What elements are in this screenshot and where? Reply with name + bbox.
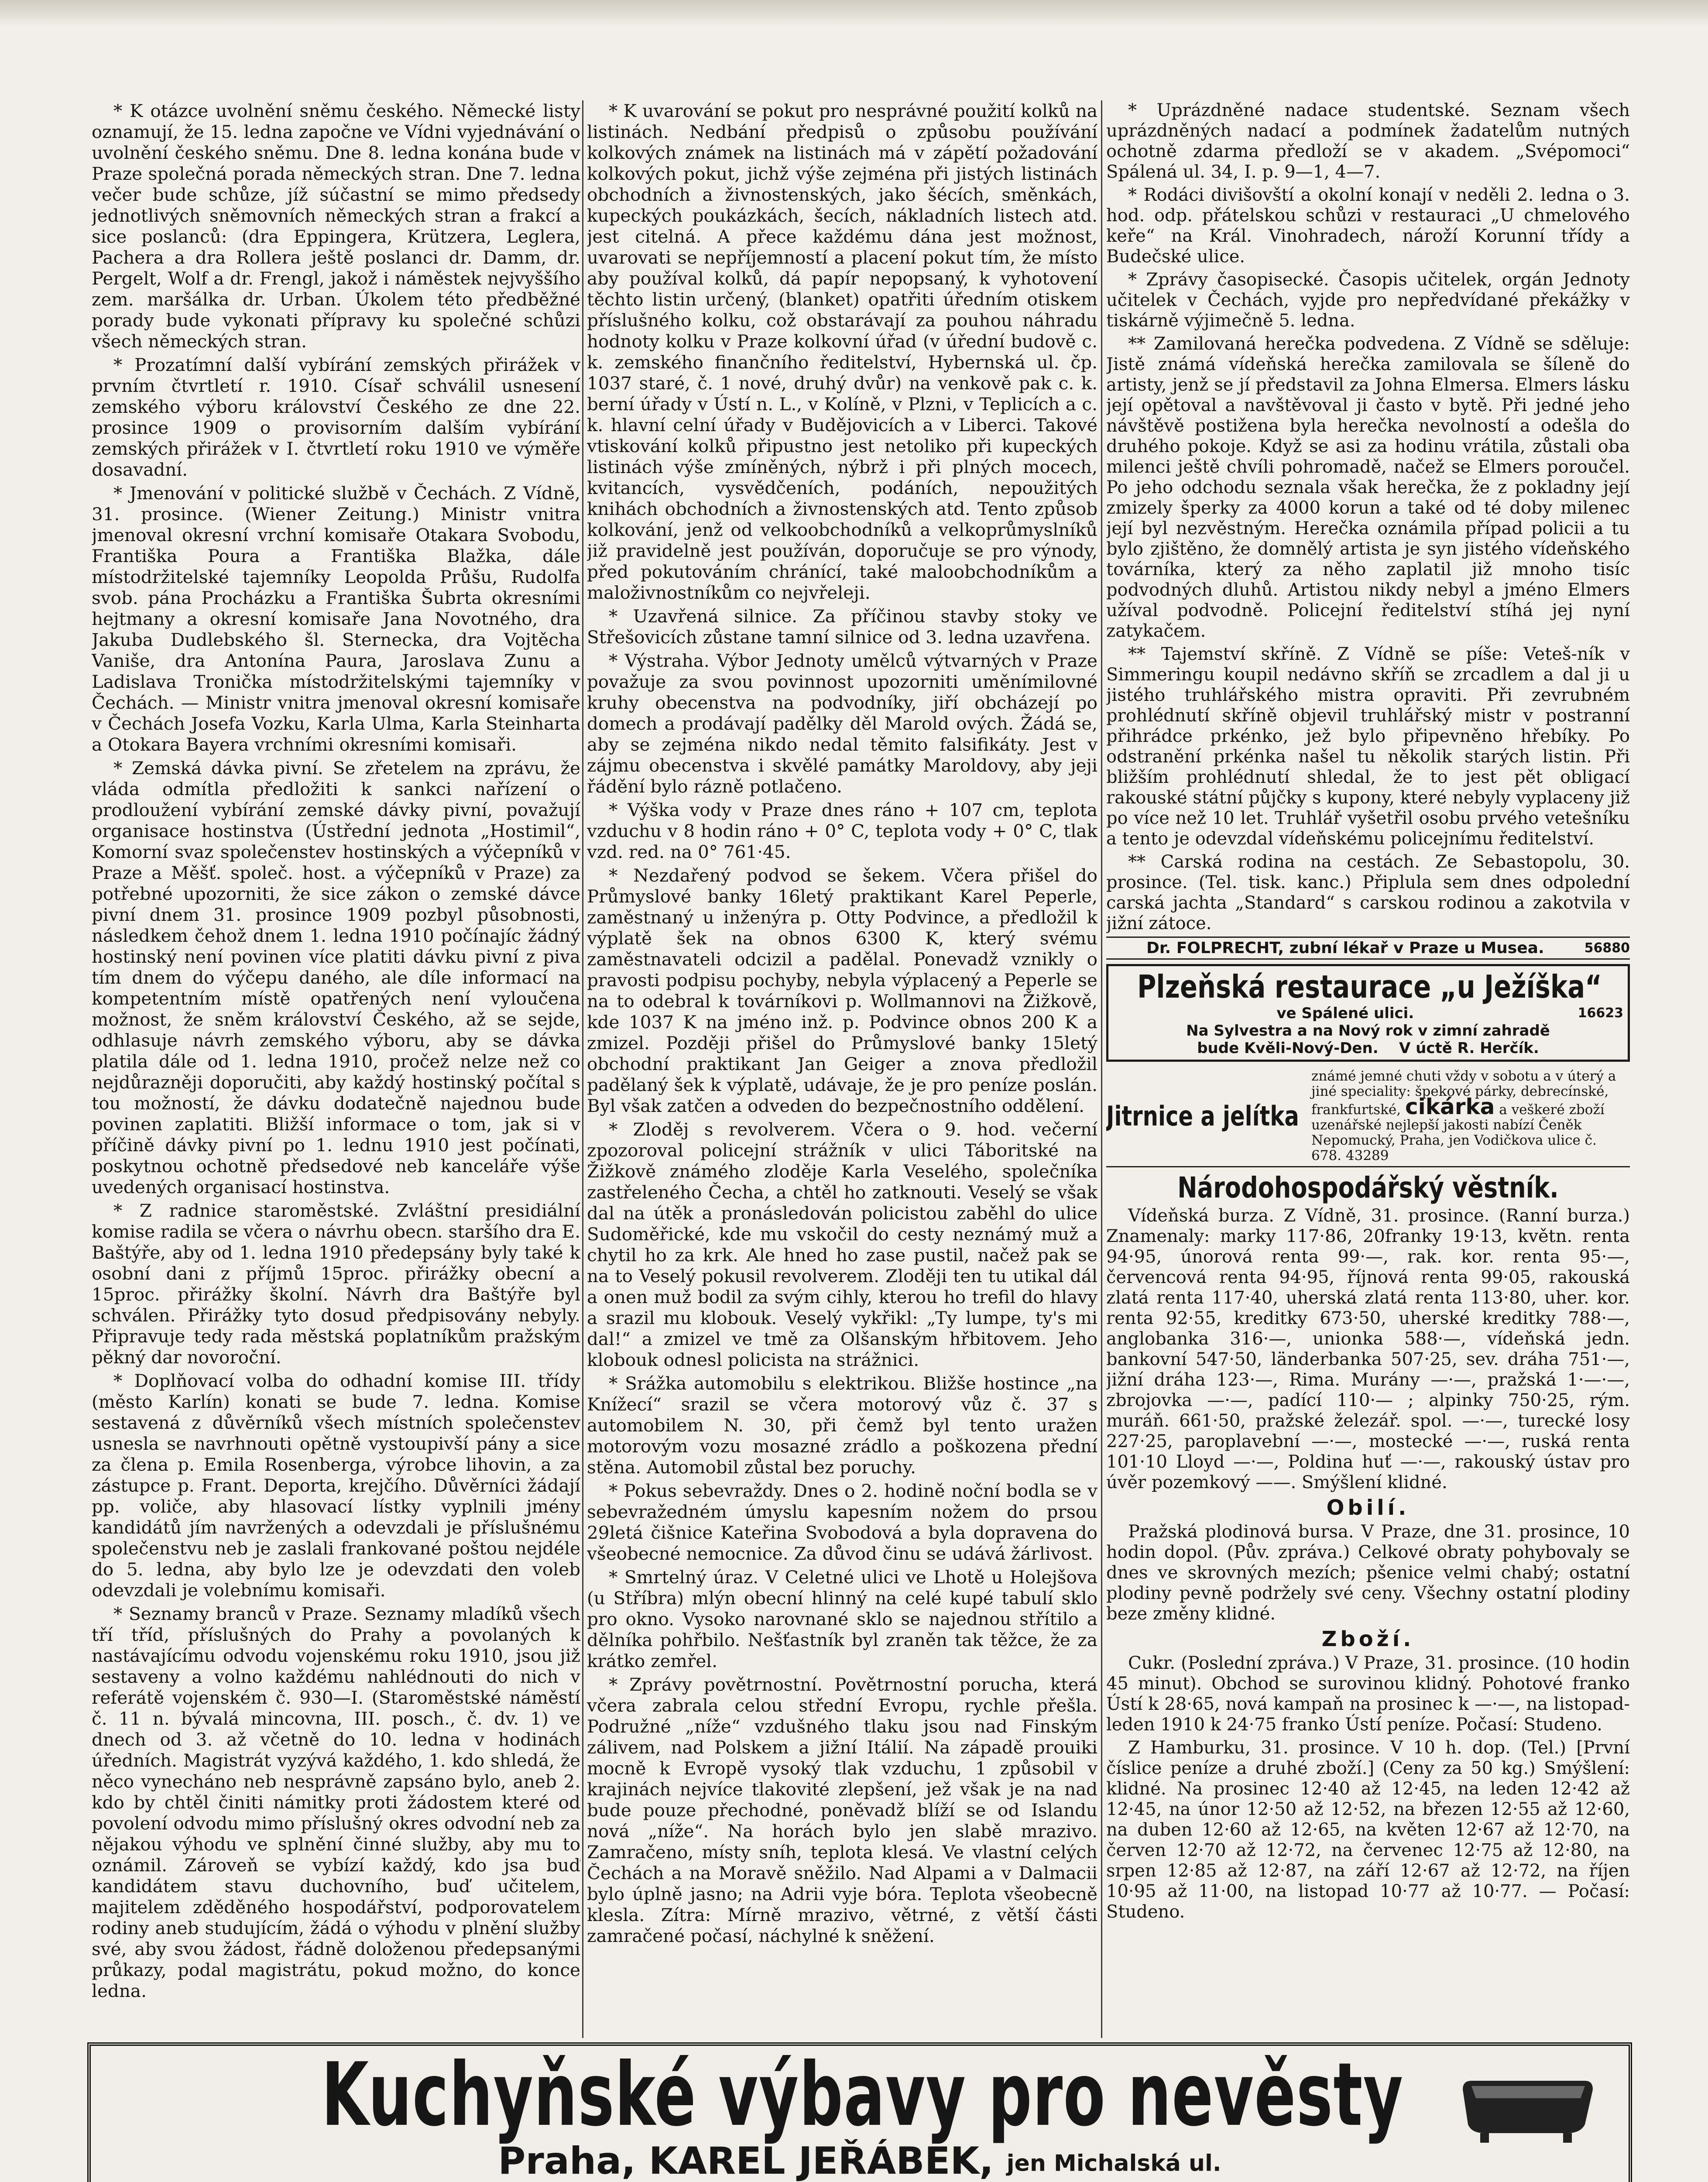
article-odhadni-komise: * Doplňovací volba do odhadní komise III. třídy (město Karlín) konati se bude 7. ledna. Komise sestavená z důvěrníků všech místních společenstev usnesla se navrhnouti opětně vystoupivší pány a sice za člena p. Emila Rosenberga, výrobce lihovin, a za zástupce p. Frant. Deporta, krejčího. Důvěrníci žádají pp. voliče, aby hlasovací lístky vyplnili jmény kandidátů jím navržených a odevzdali je příslušnému společenstvu neb je zaslali frankované poštou nejdéle do 5. ledna, aby bylo lze je odevzdati den voleb odevzdali je volebnímu komisaři.	[92, 1370, 580, 1601]
column-2	[587, 100, 1098, 2038]
advert-jitrnice-number: 43289	[1345, 1148, 1389, 1163]
advert-pilsen-signature: V úctě R. Herčík.	[1399, 1040, 1539, 1057]
advert-jitrnice-title: Jitrnice a jelítka	[1106, 1100, 1299, 1132]
article-casopis: * Zprávy časopisecké. Časopis učitelek, orgán Jednoty učitelek v Čechách, vyjde pro nepředvídané překážky v tiskárně výjimečně 5. ledna.	[1106, 270, 1630, 331]
advert-jitrnice-brand: cikárka	[1405, 1094, 1495, 1119]
article-vystraha: * Výstraha. Výbor Jednoty umělců výtvarných v Praze považuje za svou povinnost upozorniti uměnímilovné kruhy obecenstva na podvodníky, jiří obcházejí po domech a prodávají padělky děl Marold ových. Žádá se, aby se zejména nikdo nedal těmito falsifikáty. Jest v zájmu obecenstva i skvělé památky Maroldovy, aby jeji řádění bylo rázně potlačeno.	[587, 650, 1098, 797]
article-zlodej: * Zloděj s revolverem. Včera o 9. hod. večerní zpozoroval policejní strážník v ulici Táboritské na Žižkově známého zloděje Karla Veselého, společníka zastřeleného Čecha, a chtěl ho zatknouti. Veselý se však dal na útěk a pronásledován policistou zaběhl do ulice Sudoměřické, kde mu vskočil do cesty neznámý muž a chytil ho za krk. Ale hned ho zase pustil, načež pak se na to Veselý pokusil revolverem. Zloději ten tu utikal dál a onen muž bodil za svým cihly, kterou ho trefil do hlavy a srazil mu klobouk. Veselý vykřikl: „Ty lumpe, ty's mi dal!“ a zmizel ve tmě za Olšanským hřbitovem. Jeho klobouk odnesl policista na strážnici.	[587, 1119, 1098, 1370]
column-3	[1106, 100, 1630, 2038]
article-carska-rodina: ** Carská rodina na cestách. Ze Sebastopolu, 30. prosince. (Tel. tisk. kanc.) Připlula sem dnes odpolední carská jachta „Standard“ s carskou rodinou a zakotvila v jižní zátoce.	[1106, 852, 1630, 933]
article-silnice: * Uzavřená silnice. Za příčinou stavby stoky ve Střešovicích zůstane tamní silnice od 3. ledna uzavřena.	[587, 606, 1098, 648]
article-podvod-sek: * Nezdařený podvod se šekem. Včera přišel do Průmyslové banky 16letý praktikant Karel Peperle, zaměstnaný u inženýra p. Otty Podvince, a předložil k výplatě šek na obnos 6300 K, který svému zaměstnavateli odcizil a padělal. Ponevadž vznikly o pravosti podpisu pochyby, nebyla výplacený a Peperle se na to odebral k továrníkovi p. Wollmannovi na Žižkově, kde 1037 K na jméno inž. p. Podvince obnos 200 K a zmizel. Později přišel do Průmyslové banky 15letý obchodní praktikant Jan Geiger a znova předložil padělaný šek k výplatě, udávaje, že je pro peníze poslán. Byl však zatčen a odveden do bezpečnostního oddělení.	[587, 865, 1098, 1116]
article-pocasi: * Zprávy povětrnostní. Povětrnostní porucha, která včera zabrala celou střední Evropu, rychle přešla. Podružné „níže“ vzdušného tlaku jsou nad Finským zálivem, nad Polskem a jižní Itálií. Na západě prouiki mocně k Evropě vysoký tlak vzduchu, 1 způsobil v krajinách nejvíce tlakovité zlepšení, jež však je na nad bude pouze přechodné, poněvadž blíží se od Islandu nová „níže“. Na horách bylo jen slabě mrazivo. Zamračeno, místy sníh, teplota klesá. Ve vlastní celých Čechách a na Moravě sněžilo. Nad Alpami a v Dalmacii bylo úplně jasno; na Adrii vyje bóra. Teplota všeobecně klesla. Zítra: Mírně mrazivo, větrné, z větší části zamračené počasí, náchylné k sněžení.	[587, 1674, 1098, 1946]
dentist-notice	[1106, 937, 1630, 960]
article-kolky: * K uvarování se pokut pro nesprávné použití kolků na listinách. Nedbání předpisů o způsobu používání kolkových známek na listinách má v zápětí požadování kolkových pokut, jichž výše zejména při jistých listinách obchodních a živnostenských, jako šécích, směnkách, kupeckých poukázkách, šecích, nákladních listech atd. jest citelná. A přece každému dána jest možnost, uvarovati se nepříjemností a placení pokut tím, že místo aby používal kolků, dá papír nepopsaný, k vyhotovení těchto listin určený, (blanket) opatřiti úředním otiskem příslušného kolku, což obstarávají za pouhou náhradu hodnoty kolku v Praze kolkovní úřad (v úřední budově c. k. zemského finančního ředitelství, Hybernská ul. čp. 1037 staré, č. 1 nové, druhý dvůr) na venkově pak c. k. berní úřady v Ústí n. L., v Kolíně, v Plzni, v Teplicích a c. k. hlavní celní úřady v Budějovicích a v Liberci. Takové vtiskování kolků připustno jest netoliko při kupeckých listinách výše zmíněných, nýbrž i při plných mocech, kvitancích, vysvědčeních, podáních, nepoužitých knihách obchodních a živnostenských atd. Tento způsob kolkování, jenž od velkoobchodníků a velkoprůmyslníků již pravidelně jest používán, doporučuje se pro výnody, před pokutováním chránící, také maloobchodníkům a maloživnostníkům co nejvřeleji.	[587, 100, 1098, 603]
advert-jitrnice	[1106, 1069, 1630, 1167]
article-rodaci: * Rodáci divišovští a okolní konají v neděli 2. ledna o 3. hod. odp. přátelskou schůzi v restauraci „U chmelového keře“ na Král. Vinohradech, nároží Korunní třídy a Budečské ulice.	[1106, 185, 1630, 267]
advert-kitchen-outfits	[87, 2042, 1632, 2182]
article-davka-pivni: * Zemská dávka pivní. Se zřetelem na zprávu, že vláda odmítla předložiti k sankci nařízení o prodloužení vybírání zemské dávky pivní, považují organisace hostinstva (Ústřední jednota „Hostimil“, Komorní svaz společenstev hostinských a výčepníků v Praze a Měšť. společ. host. a výčepníků v Praze) za potřebné upozorniti, že sice zákon o zemské dávce pivní dnem 31. prosince 1909 pozbyl působnosti, následkem čehož dnem 1. ledna 1910 počínajíc žádný hostinský není povinen více platiti dávku pivní z piva tím dnem do výčepu daného, ale díle informací na kompetentním místě opatřených není vyloučena možnost, že sněm království Českého, až se sejde, odhlasuje návrh zemského výboru, aby se dávka platila dále od 1. ledna 1910, pročež nelze než co nejdůrazněji doporučiti, aby každý hostinský počítal s tou možností, že dávku dodatečně najednou bude povinen zaplatiti. Bližší informace o tom, jak si v příčině dávky pivní po 1. lednu 1910 jest počínati, poskytnou ochotně předsedové neb kanceláře výše uvedených organisací hostinstva.	[92, 758, 580, 1197]
article-snem: * K otázce uvolnění sněmu českého. Německé listy oznamují, že 15. ledna započne ve Vídni vyjednávání o uvolnění českého sněmu. Dne 8. ledna konána bude v Praze společná porada německých stran. Dne 7. ledna večer bude schůze, jíž súčastní se mimo předsedy jednotlivých sněmovních německých stran a frakcí a sice poslanců: (dra Eppingera, Krützera, Leglera, Pachera a dra Rollera ještě poslanci dr. Damm, dr. Pergelt, Wolf a dr. Frengl, jakož i náměstek nejvyššího zem. maršálka dr. Urban. Úkolem této předběžné porady bude vykonati přípravy ku společné schůzi všech německých stran.	[92, 100, 580, 352]
advert-pilsen-restaurant	[1106, 964, 1630, 1062]
article-herecka: ** Zamilovaná herečka podvedena. Z Vídně se sděluje: Jistě známá vídeňská herečka zamilovala se šíleně do artisty, jenž se jí představil za Johna Elmersa. Elmers lásku její opětoval a navštěvoval ji často v bytě. Při jedné jeho návštěvě postižena byla herečka nevolností a odešla do druhého pokoje. Když se asi za hodinu vrátila, zůstali oba milenci ještě chvíli pohromadě, načež se Elmers poroučel. Po jeho odchodu seznala však herečka, že z pokladny její zmizely šperky za 4000 korun a také od té doby milenec její byl nezvěstným. Herečka oznámila případ policii a tu bylo zjištěno, že domnělý artista je syn jistého vídeňského továrníka, který za něho zaplatil již mnoho tisíc podvodných dluhů. Artistou nikdy nebyl a jméno Elmers užíval podvodně. Policejní ředitelství stíhá jej nyní zatykačem.	[1106, 334, 1630, 641]
article-nadace: * Uprázdněné nadace studentské. Seznam všech uprázdněných nadací a podmínek žadatelům nutných ochotně zdarma předloží se v akadem. „Svépomoci“ Spálená ul. 34, I. p. 9—1, 4—7.	[1106, 100, 1630, 182]
advert-kitchen-title: Kuchyňské výbavy pro nevěsty	[321, 2044, 1404, 2146]
advert-jitrnice-text2: a veškeré zboží uzenářské nejlepší jakosti nabízí Čeněk Nepomucký, Praha, jen Vodičkova ulice č. 678.	[1311, 1102, 1605, 1163]
article-uraz: * Smrtelný úraz. V Celetné ulici ve Lhotě u Holejšova (u Stříbra) mlýn obecní hlinný na celé kupé tabulí sklo pro okno. Vysoko narovnané sklo se najednou střítilo a dělníka pohřbilo. Nešťastník byl zraněn tak těžce, že za krátko zemřel.	[587, 1567, 1098, 1671]
advert-pilsen-sub: ve Spálené ulici.	[1276, 1005, 1414, 1022]
economic-bulletin-title: Národohospodářský věstník.	[1177, 1171, 1559, 1204]
column-1	[92, 100, 580, 2038]
article-radnice: * Z radnice staroměstské. Zvláštní presidiální komise radila se včera o návrhu obecn. staršího dra E. Baštýře, aby od 1. ledna 1910 předepsány byly také k osobní dani z příjmů 15proc. přirážky obecní a 15proc. přirážky školní. Návrh dra Baštýře byl schválen. Přirážky tyto dosud předpisovány nebyly. Připravuje tedy rada městská poplatníkům pražským pěkný dar novoroční.	[92, 1200, 580, 1368]
article-prirazky: * Prozatímní další vybírání zemských přirážek v prvním čtvrtletí r. 1910. Císař schválil usnesení zemského výboru království Českého ze dne 22. prosince 1909 o provisorním dalším vybírání zemských přirážek v I. čtvrtletí roku 1910 ve výměře dosavadní.	[92, 354, 580, 480]
dentist-number: 56880	[1584, 940, 1630, 956]
advert-pilsen-line1: Na Sylvestra a na Nový rok v zimní zahradě	[1186, 1022, 1550, 1040]
article-cukr: Cukr. (Poslední zpráva.) V Praze, 31. prosince. (10 hodin 45 minut). Obchod se surovinou klidný. Pohotové franko Ústí k 28·65, nová kampaň na prosinec k —·—, na listopad-leden 1910 k 24·75 franko Ústí peníze. Počasí: Studeno.	[1106, 1653, 1630, 1735]
section-zbozi: Zboží.	[1321, 1627, 1415, 1651]
bathtub-illustration	[1454, 2068, 1598, 2146]
advert-kitchen-address: jen Michalská ul.	[1006, 2150, 1221, 2177]
article-plodinova-bursa: Pražská plodinová bursa. V Praze, dne 31. prosince, 10 hodin dopol. (Pův. zpráva.) Celkové obraty pohybovaly se dnes ve skrovných mezích; pšenice velmi chabý; ostatní plodiny pevně podržely své ceny. Všechny ostatní plodiny beze změny klidné.	[1106, 1522, 1630, 1624]
column-divider	[1101, 100, 1102, 2038]
advert-kitchen-city: Praha,	[498, 2139, 636, 2182]
page-edge-shadow	[0, 0, 1708, 26]
section-obili: Obilí.	[1326, 1496, 1410, 1520]
column-divider	[582, 100, 583, 2038]
article-vyska-vody: * Výška vody v Praze dnes ráno + 107 cm, teplota vzduchu v 8 hodin ráno + 0° C, teplota vody + 0° C, tlak vzd. red. na 0° 761·45.	[587, 799, 1098, 862]
article-brancu: * Seznamy branců v Praze. Seznamy mladíků všech tří tříd, příslušných do Prahy a povolaných k nastávajícímu odvodu vojenskému roku 1910, jsou již sestaveny a volno každému nahlédnouti do nich v referátě vojenském č. 930—I. (Staroměstské náměstí č. 11 n. bývalá mincovna, III. posch., č. dv. 1) ve dnech od 3. až včetně do 10. ledna v hodinách úředních. Magistrát vyzývá každého, 1. kdo shledá, že něco vynecháno neb nesprávně zapsáno bylo, aneb 2. kdo by chtěl činiti námitky proti žádostem které od povolení odvodu mimo příslušný okres odvodní neb za nějakou výhodu ve splnění činné služby, aby mu to oznámil. Zároveň se vybízí každý, kdo jsa buď kandidátem stavu duchovního, buď učitelem, majitelem zděděného hospodářství, podporovatelem rodiny aneb studujícím, žádá o výhodu v plnění služby své, aby svou žádost, řádně doloženou předepsanými průkazy, podal magistrátu, pokud možno, do konce ledna.	[92, 1603, 580, 2001]
article-hamburk: Z Hamburku, 31. prosince. V 10 h. dop. (Tel.) [První číslice peníze a druhé zboží.] (Ceny za 50 kg.) Smýšlení: klidné. Na prosinec 12·40 až 12·45, na leden 12·42 až 12·45, na únor 12·50 až 12·52, na březen 12·55 až 12·60, na duben 12·60 až 12·65, na květen 12·67 až 12·70, na červen 12·70 až 12·72, na červenec 12·75 až 12·80, na srpen 12·85 až 12·87, na září 12·67 až 12·72, na říjen 10·95 až 11·00, na listopad 10·77 až 10·77. — Počasí: Studeno.	[1106, 1738, 1630, 1922]
article-jmenovani: * Jmenování v politické službě v Čechách. Z Vídně, 31. prosince. (Wiener Zeitung.) Ministr vnitra jmenoval okresní vrchní komisaře Otakara Svobodu, Františka Poura a Františka Blažka, dále místodržitelské tajemníky Leopolda Průšu, Rudolfa svob. pána Procházku a Františka Šubrta okresními hejtmany a okresní komisaře Jana Novotného, dra Jakuba Dudlebského šl. Sternecka, dra Vojtěcha Vaniše, dra Antonína Paura, Jaroslava Zunu a Ladislava Tronička místodržitelskými tajemníky v Čechách. — Ministr vnitra jmenoval okresní komisaře v Čechách Josefa Vozku, Karla Ulma, Karla Steinharta a Otokara Bayera vrchními okresními komisaři.	[92, 483, 580, 755]
article-viden-burza: Vídeňská burza. Z Vídně, 31. prosince. (Ranní burza.) Znamenaly: marky 117·86, 20franky 19·13, květn. renta 94·95, únorová renta 99·—, rak. kor. renta 95·—, červencová renta 94·95, říjnová renta 99·05, rakouská zlatá renta 117·40, uherská zlatá renta 113·80, uher. kor. renta 92·55, kreditky 673·50, uherské kreditky 788·—, anglobanka 316·—, unionka 588·—, vídeňská jedn. bankovní 547·50, länderbanka 507·25, sev. dráha 751·—, jižní dráha 123·—, Rima. Murány —·—, pražská 1·—·—, zbrojovka —·—, padící 110·— ; alpinky 750·25, rým. muráň. 661·50, pražské železář. spol. —·—, turecké losy 227·25, paroplavební —·—, mostecké —·—, ruská renta 101·10 Lloyd —·—, Poldina huť —·—, rakouský ústav pro úvěr pozemkový ——. Smýšlení klidné.	[1106, 1206, 1630, 1492]
advert-pilsen-line2: bude Kvěli-Nový-Den.	[1197, 1040, 1379, 1057]
advert-jitrnice-text1: známé jemné chuti vždy v sobotu a v úterý a jiné speciality: špekové párky, debrecínské, frankfurtské,	[1311, 1068, 1616, 1118]
advert-pilsen-number: 16623	[1578, 1005, 1623, 1021]
article-srazka: * Srážka automobilu s elektrikou. Bližše hostince „na Knížecí“ srazil se včera motorový vůz č. 37 s automobilem N. 30, při čemž byl tento uražen motorovým vozu mosazné zrádlo a poškozena přední stěna. Automobil zůstal bez poruchy.	[587, 1373, 1098, 1478]
article-sebevrazda: * Pokus sebevraždy. Dnes o 2. hodině noční bodla se v sebevražedném úmyslu kapesním nožem do prsou 29letá čišnice Kateřina Svobodová a byla dopravena do všeobecné nemocnice. Za důvod činu se udává žárlivost.	[587, 1480, 1098, 1564]
advert-kitchen-name: KAREL JEŘÁBEK,	[648, 2139, 994, 2182]
article-skrin: ** Tajemství skříně. Z Vídně se píše: Veteš-ník v Simmeringu koupil nedávno skříň se zrcadlem a dal ji u jistého truhlářského mistra opraviti. Při zevrubném prohlédnutí skříně objevil truhlářský mistr v postranní přihrádce prkénko, jež bylo připevněno hřebíky. Po odstranění prkénka našel tu několik starých listin. Při bližším prohlédnutí shledal, že to jest pět obligací rakouské státní půjčky s kupony, které nebyly vyplaceny již po více než 10 let. Truhlář vyšetřil osobu prvého vetešníku a tento je odevzdal vídeňskému policejnímu ředitelství.	[1106, 644, 1630, 849]
dentist-name: Dr. FOLPRECHT, zubní lékař v Praze u Musea.	[1146, 939, 1544, 957]
advert-pilsen-title: Plzeňská restaurace „u Ježíška“	[1137, 968, 1602, 1005]
